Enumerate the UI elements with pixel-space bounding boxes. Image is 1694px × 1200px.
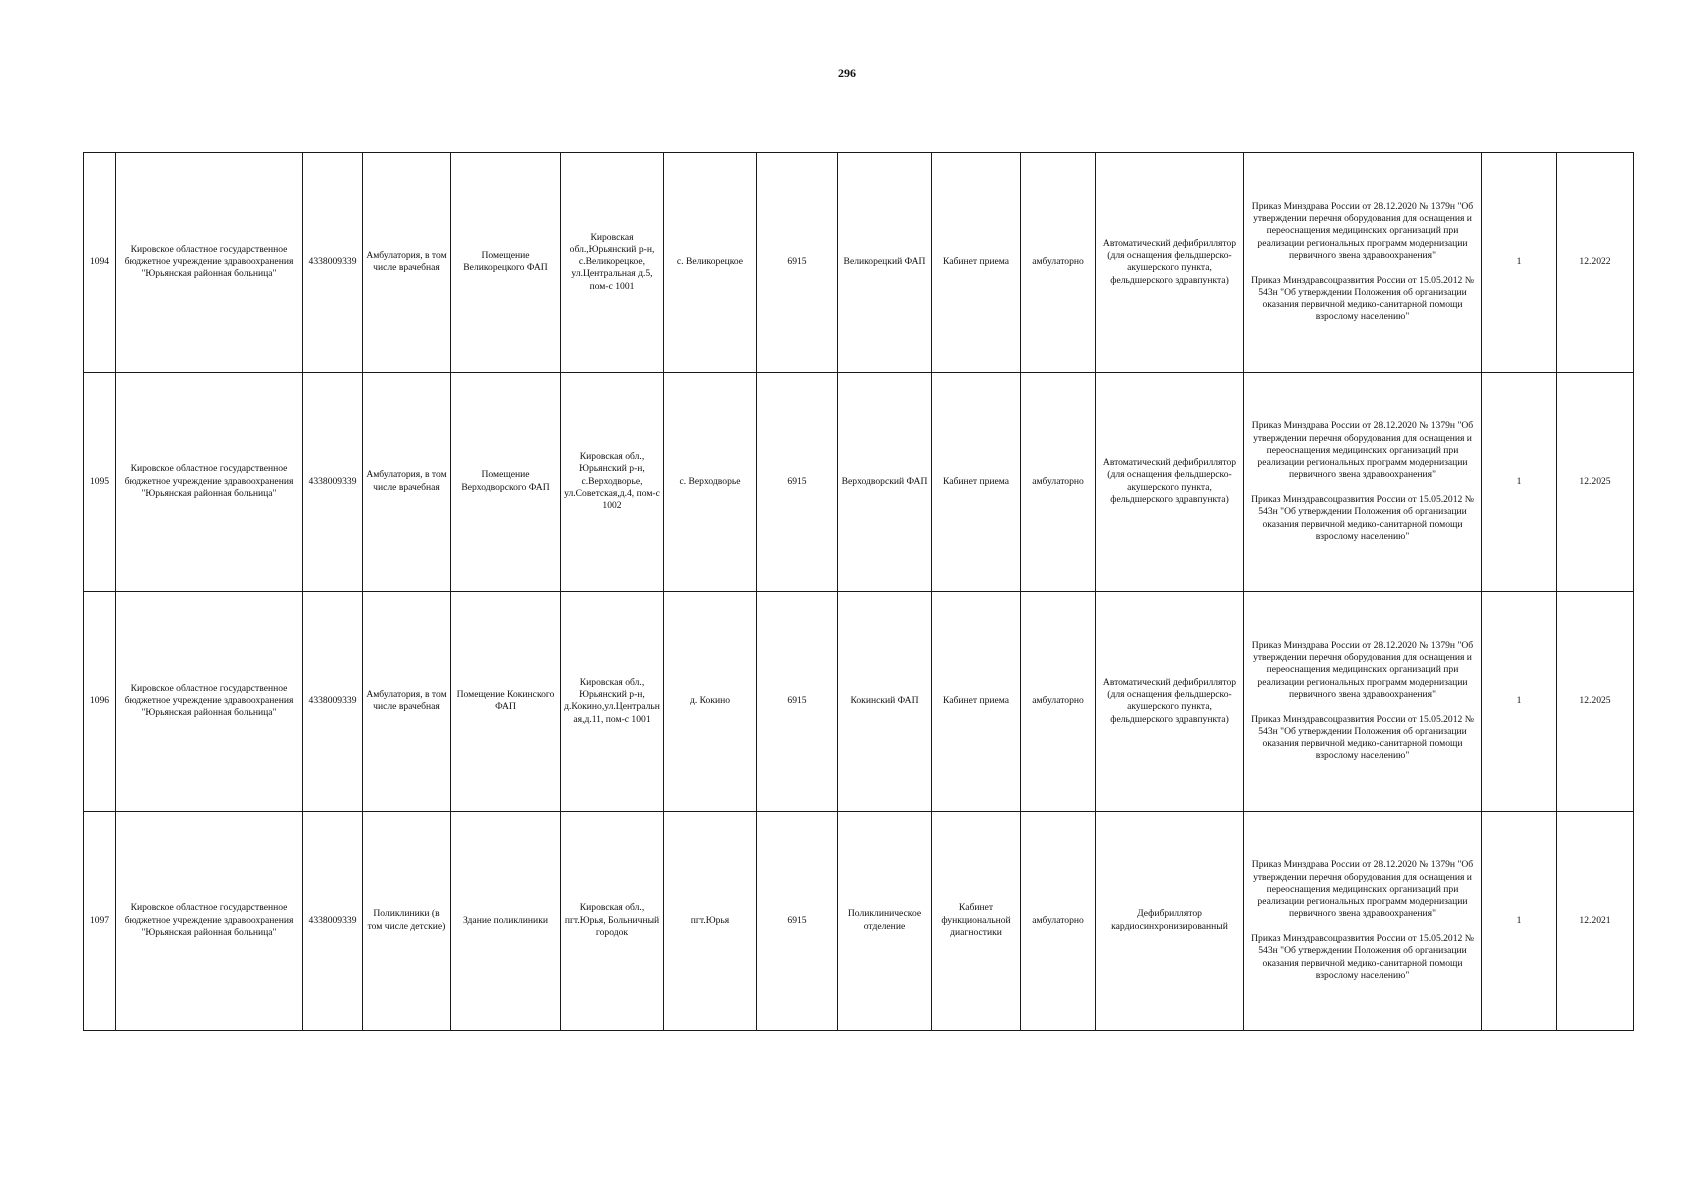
locality: пгт.Юрья [664,811,757,1031]
equipment-registry-table [83,152,1634,1031]
unit: Великорецкий ФАП [838,153,932,373]
quantity: 1 [1482,372,1557,592]
row-number: 1096 [84,592,116,812]
organization-name: Кировское областное государственное бюджетное учреждение здравоохранения "Юрьянская районная больница" [116,811,303,1031]
date: 12.2025 [1557,372,1634,592]
date: 12.2021 [1557,811,1634,1031]
care-mode: амбулаторно [1021,372,1096,592]
quantity: 1 [1482,811,1557,1031]
code: 6915 [757,372,838,592]
unit: Поликлиническое отделение [838,811,932,1031]
unit: Верходворский ФАП [838,372,932,592]
premises: Помещение Кокинского ФАП [451,592,561,812]
regulatory-order: Приказ Минздрава России от 28.12.2020 № 1379н "Об утверждении перечня оборудования для оснащения и переоснащения медицинских организаций при реализации региональных программ модернизации первичного звена здравоохранения" Приказ Минздравсоцразвития России от 15.05.2012 № 543н "Об утверждении Положения об организации оказания первичной медико-санитарной помощи взрослому населению" [1244,153,1482,373]
inn: 4338009339 [303,592,363,812]
row-number: 1094 [84,153,116,373]
address: Кировская обл.,Юрьянский р-н, с.Великорецкое, ул.Центральная д.5, пом-с 1001 [561,153,664,373]
organization-name: Кировское областное государственное бюджетное учреждение здравоохранения "Юрьянская районная больница" [116,592,303,812]
table-row [84,592,1634,812]
room: Кабинет приема [932,153,1021,373]
row-number: 1095 [84,372,116,592]
locality: с. Великорецкое [664,153,757,373]
equipment: Дефибриллятор кардиосинхронизированный [1096,811,1244,1031]
page-number: 296 [838,66,856,80]
facility-type: Амбулатория, в том числе врачебная [363,372,451,592]
date: 12.2022 [1557,153,1634,373]
organization-name: Кировское областное государственное бюджетное учреждение здравоохранения "Юрьянская районная больница" [116,153,303,373]
date: 12.2025 [1557,592,1634,812]
table-row [84,811,1634,1031]
regulatory-order: Приказ Минздрава России от 28.12.2020 № 1379н "Об утверждении перечня оборудования для оснащения и переоснащения медицинских организаций при реализации региональных программ модернизации первичного звена здравоохранения" Приказ Минздравсоцразвития России от 15.05.2012 № 543н "Об утверждении Положения об организации оказания первичной медико-санитарной помощи взрослому населению" [1244,592,1482,812]
address: Кировская обл., пгт.Юрья, Больничный городок [561,811,664,1031]
room: Кабинет приема [932,592,1021,812]
inn: 4338009339 [303,811,363,1031]
table-row [84,153,1634,373]
row-number: 1097 [84,811,116,1031]
equipment: Автоматический дефибриллятор (для оснащения фельдшерско-акушерского пункта, фельдшерского здравпункта) [1096,592,1244,812]
code: 6915 [757,592,838,812]
quantity: 1 [1482,153,1557,373]
code: 6915 [757,811,838,1031]
facility-type: Амбулатория, в том числе врачебная [363,153,451,373]
organization-name: Кировское областное государственное бюджетное учреждение здравоохранения "Юрьянская районная больница" [116,372,303,592]
unit: Кокинский ФАП [838,592,932,812]
address: Кировская обл., Юрьянский р-н, д.Кокино,ул.Центральная,д.11, пом-с 1001 [561,592,664,812]
locality: с. Верходворье [664,372,757,592]
room: Кабинет функциональной диагностики [932,811,1021,1031]
premises: Здание поликлиники [451,811,561,1031]
care-mode: амбулаторно [1021,811,1096,1031]
premises: Помещение Верходворского ФАП [451,372,561,592]
equipment: Автоматический дефибриллятор (для оснащения фельдшерско-акушерского пункта, фельдшерского здравпункта) [1096,372,1244,592]
facility-type: Амбулатория, в том числе врачебная [363,592,451,812]
quantity: 1 [1482,592,1557,812]
inn: 4338009339 [303,153,363,373]
room: Кабинет приема [932,372,1021,592]
equipment: Автоматический дефибриллятор (для оснащения фельдшерско-акушерского пункта, фельдшерского здравпункта) [1096,153,1244,373]
regulatory-order: Приказ Минздрава России от 28.12.2020 № 1379н "Об утверждении перечня оборудования для оснащения и переоснащения медицинских организаций при реализации региональных программ модернизации первичного звена здравоохранения" Приказ Минздравсоцразвития России от 15.05.2012 № 543н "Об утверждении Положения об организации оказания первичной медико-санитарной помощи взрослому населению" [1244,372,1482,592]
facility-type: Поликлиники (в том числе детские) [363,811,451,1031]
care-mode: амбулаторно [1021,153,1096,373]
table-row [84,372,1634,592]
inn: 4338009339 [303,372,363,592]
code: 6915 [757,153,838,373]
locality: д. Кокино [664,592,757,812]
premises: Помещение Великорецкого ФАП [451,153,561,373]
regulatory-order: Приказ Минздрава России от 28.12.2020 № 1379н "Об утверждении перечня оборудования для оснащения и переоснащения медицинских организаций при реализации региональных программ модернизации первичного звена здравоохранения" Приказ Минздравсоцразвития России от 15.05.2012 № 543н "Об утверждении Положения об организации оказания первичной медико-санитарной помощи взрослому населению" [1244,811,1482,1031]
address: Кировская обл., Юрьянский р-н, с.Верходворье, ул.Советская,д.4, пом-с 1002 [561,372,664,592]
care-mode: амбулаторно [1021,592,1096,812]
